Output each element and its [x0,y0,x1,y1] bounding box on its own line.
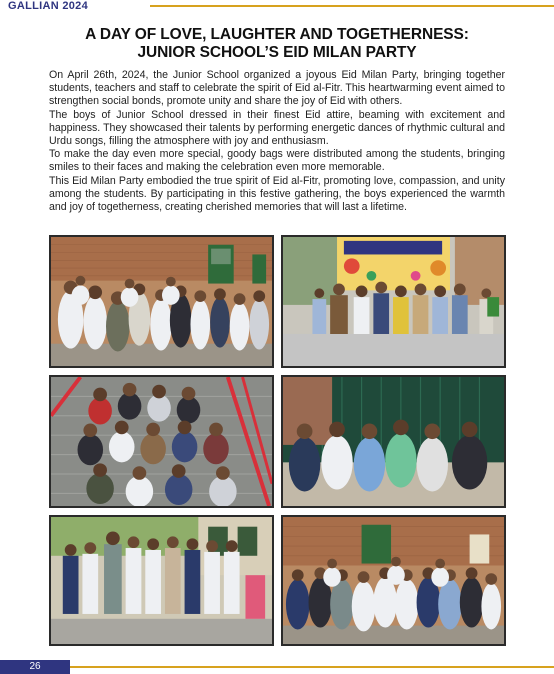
paragraph: To make the day even more special, goody bags were distributed among the students, bringing smiles to their faces and making the celebration even more memorable. [49,148,505,174]
photo-group-brick-building [49,235,274,368]
article-title-line-2: JUNIOR SCHOOL’S EID MILAN PARTY [137,44,417,61]
paragraph: This Eid Milan Party embodied the true spirit of Eid al-Fitr, promoting love, compassion, and unity among the students. By participating in this festive gathering, the boys experienced the warmth and joy of togetherness, creating cherished memories that will last a lifetime. [49,174,505,214]
photo-boys-on-steps [49,375,274,508]
header-rule [150,5,554,7]
paragraph: On April 26th, 2024, the Junior School organized a joyous Eid Milan Party, bringing together students, teachers and staff to celebrate the spirit of Eid al-Fitr. This heartwarming event aimed to strengthen social bonds, promote unity and share the joy of Eid with others. [49,69,505,108]
photo-boys-green-gate [281,375,506,508]
page-header [0,0,554,14]
article-body [49,69,505,214]
page-number: 26 [0,660,70,674]
article-title-line-1: A DAY OF LOVE, LAUGHTER AND TOGETHERNESS: [85,26,469,43]
paragraph: The boys of Junior School dressed in their finest Eid attire, beaming with excitement and happiness. They showcased their talents by performing energetic dances of rhythmic cultural and Urdu songs, filling the atmosphere with joy and enthusiasm. [49,108,505,148]
footer-rule [70,666,554,668]
page-footer [0,660,554,674]
photo-boys-eid-backdrop [281,235,506,368]
photo-boys-garden [49,515,274,646]
magazine-name: GALLIAN 2024 [8,0,89,12]
photo-group-cheering [281,515,506,646]
